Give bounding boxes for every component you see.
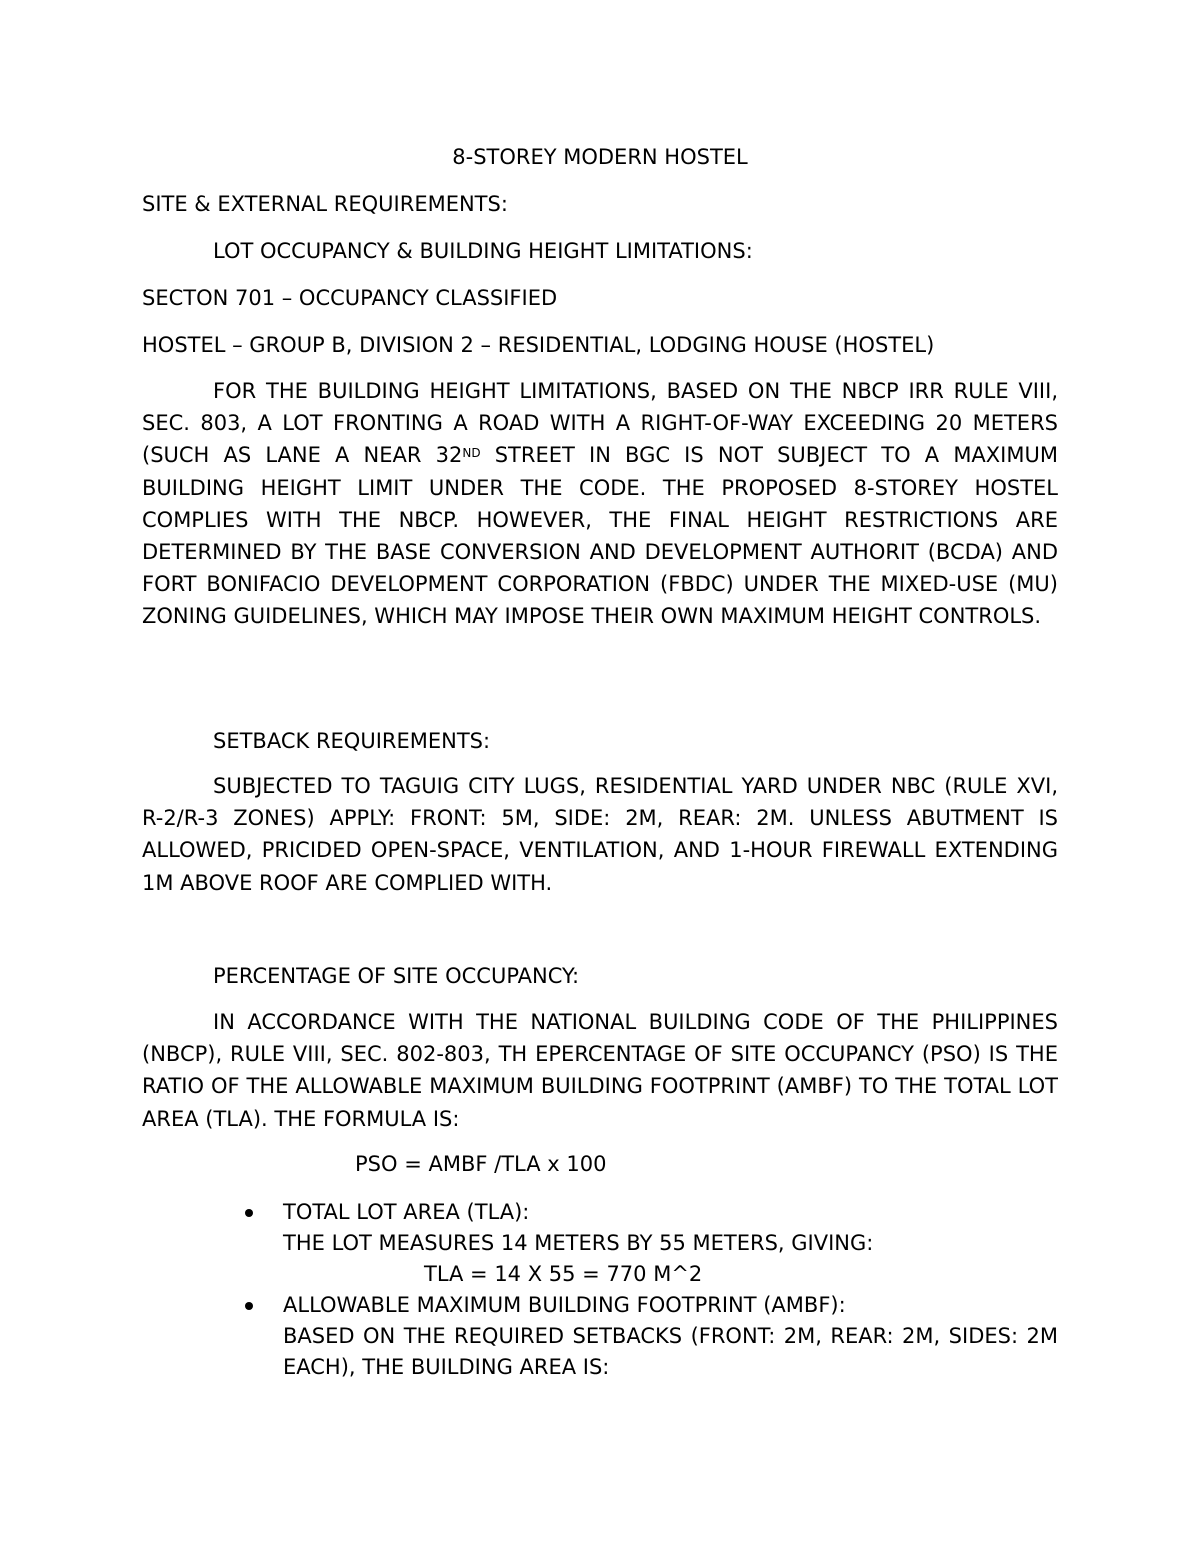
pso-paragraph <box>142 1006 1058 1135</box>
pso-bullet-list <box>248 1197 1058 1383</box>
height-paragraph <box>142 375 1058 633</box>
list-item <box>248 1197 1058 1290</box>
section-line: SECTON 701 – OCCUPANCY CLASSIFIED <box>142 286 558 310</box>
pso-para-text: IN ACCORDANCE WITH THE NATIONAL BUILDING CODE OF THE PHILIPPINES (NBCP), RULE VIII, SEC. 802-803, TH EPERCENTAGE OF SITE OCCUPANCY (PSO) IS THE RATIO OF THE ALLOWABLE MAXIMUM BUILDING FOOTPRINT (AMBF) TO THE TOTAL LOT AREA (TLA). THE FORMULA IS: <box>142 1010 1058 1131</box>
bullet-body: THE LOT MEASURES 14 METERS BY 55 METERS, GIVING: <box>283 1231 874 1255</box>
height-para-superscript: ND <box>462 446 481 461</box>
bullet-heading: TOTAL LOT AREA (TLA): <box>283 1200 530 1224</box>
setback-paragraph <box>142 770 1058 899</box>
setback-heading: SETBACK REQUIREMENTS: <box>213 729 491 753</box>
height-para-text-1: FOR THE BUILDING HEIGHT LIMITATIONS, BASED ON THE NBCP IRR RULE VIII, SEC. 803, A LOT FRONTING A ROAD WITH A RIGHT-OF-WAY EXCEEDING 20 METERS (SUCH AS LANE A NEAR 32 <box>142 379 1058 468</box>
document-title: 8-STOREY MODERN HOSTEL <box>452 145 748 169</box>
bullet-equation: TLA = 14 X 55 = 770 M^2 <box>424 1262 703 1286</box>
bullet-icon <box>245 1302 253 1310</box>
pso-formula: PSO = AMBF /TLA x 100 <box>355 1152 607 1176</box>
bullet-body: BASED ON THE REQUIRED SETBACKS (FRONT: 2M, REAR: 2M, SIDES: 2M EACH), THE BUILDING AREA IS: <box>283 1324 1058 1379</box>
lot-heading: LOT OCCUPANCY & BUILDING HEIGHT LIMITATIONS: <box>213 239 753 263</box>
hostel-line: HOSTEL – GROUP B, DIVISION 2 – RESIDENTIAL, LODGING HOUSE (HOSTEL) <box>142 333 935 357</box>
pso-heading: PERCENTAGE OF SITE OCCUPANCY: <box>213 964 580 988</box>
site-heading: SITE & EXTERNAL REQUIREMENTS: <box>142 192 508 216</box>
bullet-icon <box>245 1209 253 1217</box>
setback-para-text: SUBJECTED TO TAGUIG CITY LUGS, RESIDENTIAL YARD UNDER NBC (RULE XVI, R-2/R-3 ZONES) APPLY: FRONT: 5M, SIDE: 2M, REAR: 2M. UNLESS ABUTMENT IS ALLOWED, PRICIDED OPEN-SPACE, VENTILATION, AND 1-HOUR FIREWALL EXTENDING 1M ABOVE ROOF ARE COMPLIED WITH. <box>142 774 1058 895</box>
list-item <box>248 1290 1058 1383</box>
bullet-heading: ALLOWABLE MAXIMUM BUILDING FOOTPRINT (AMBF): <box>283 1293 846 1317</box>
height-para-text-2: STREET IN BGC IS NOT SUBJECT TO A MAXIMUM BUILDING HEIGHT LIMIT UNDER THE CODE. THE PROPOSED 8-STOREY HOSTEL COMPLIES WITH THE NBCP. HOWEVER, THE FINAL HEIGHT RESTRICTIONS ARE DETERMINED BY THE BASE CONVERSION AND DEVELOPMENT AUTHORIT (BCDA) AND FORT BONIFACIO DEVELOPMENT CORPORATION (FBDC) UNDER THE MIXED-USE (MU) ZONING GUIDELINES, WHICH MAY IMPOSE THEIR OWN MAXIMUM HEIGHT CONTROLS. <box>142 443 1058 629</box>
